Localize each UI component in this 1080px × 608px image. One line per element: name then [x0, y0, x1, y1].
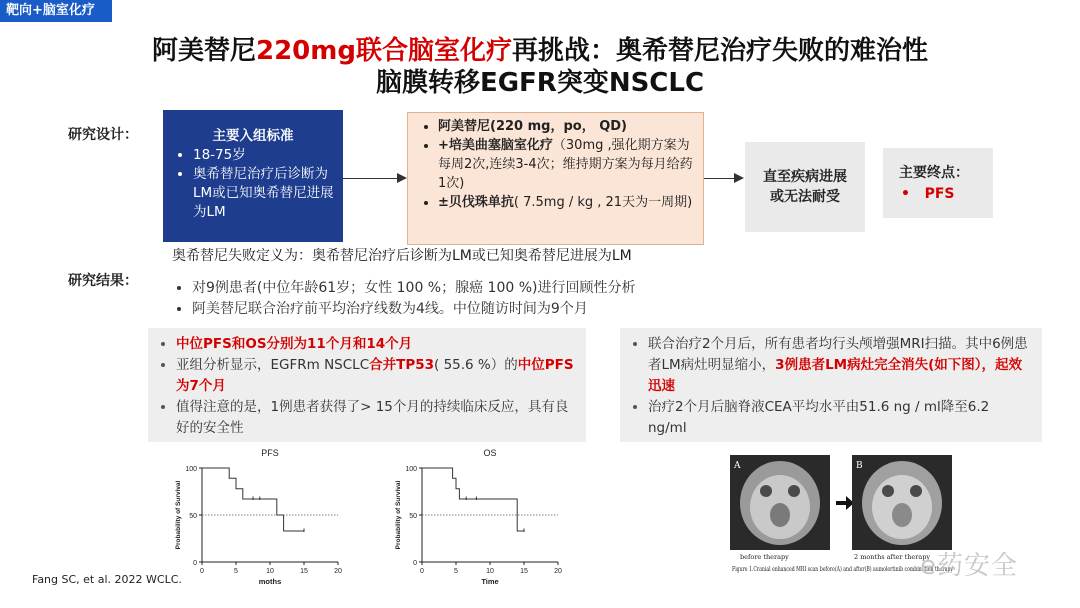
title-part1: 阿美替尼 — [151, 36, 256, 66]
results-list — [172, 278, 636, 320]
mri-before-brainstem — [770, 503, 790, 527]
pfs-x-tick-label: 5 — [234, 568, 238, 575]
pfs-y-tick-label: 100 — [185, 466, 197, 473]
mri-before-orbit-left — [760, 485, 772, 497]
result-item: • 对9例患者(中位年龄61岁；女性 100 %；腺癌 100 %)进行回顾性分析 — [192, 278, 636, 299]
panel-item: • 中位PFS和OS分别为11个月和14个月 — [176, 334, 576, 355]
mri-caption-after: 2 months after therapy — [854, 553, 931, 561]
pfs-chart-title: PFS — [261, 448, 279, 458]
os-x-label: Time — [481, 577, 499, 586]
pfs-km-chart — [160, 444, 360, 584]
mri-figure-caption: Figure 1.Cranial enhanced MRI scan before(A) and after(B) aumolertinib combination therapy — [732, 566, 954, 573]
pfs-x-label: moths — [258, 577, 282, 584]
panel-item: • 联合治疗2个月后，所有患者均行头颅增强MRI扫描。其中6例患者LM病灶明显缩小，3例患者LM病灶完全消失(如下图），起效迅速 — [648, 334, 1032, 397]
treatment-item: • ±贝伐珠单抗( 7.5mg / kg , 21天为一周期) — [438, 193, 695, 212]
pfs-os-panel — [148, 328, 586, 442]
panel-item: • 值得注意的是，1例患者获得了> 15个月的持续临床反应，具有良好的安全性 — [176, 397, 576, 439]
pfs-y-tick-label: 0 — [193, 560, 197, 567]
title-part2: 再挑战：奥希替尼治疗失败的难治性 — [511, 36, 928, 66]
mri-after-orbit-left — [882, 485, 894, 497]
os-x-tick-label: 0 — [420, 568, 424, 575]
pfs-y-label: Probability of Survival — [175, 480, 182, 550]
page-title-line1 — [0, 34, 1080, 68]
footnote: Fang SC, et al. 2022 WCLC. — [32, 573, 182, 586]
pfs-y-tick-label: 50 — [189, 513, 197, 520]
os-survival-curve — [422, 468, 524, 531]
pfs-x-tick-label: 0 — [200, 568, 204, 575]
os-x-tick-label: 20 — [554, 568, 562, 575]
mri-arrow — [836, 496, 854, 510]
criteria-title: 主要入组标准 — [212, 128, 294, 144]
endpoint-value: • PFS — [901, 186, 955, 202]
panel-item: • 亚组分析显示，EGFRm NSCLC合并TP53( 55.6 %）的中位PFS为7个月 — [176, 355, 576, 397]
mri-after-orbit-right — [910, 485, 922, 497]
mri-panel — [620, 328, 1042, 442]
endpoint-box — [883, 148, 993, 218]
panel-item: • 治疗2个月后脑脊液CEA平均水平由51.6 ng / ml降至6.2 ng/ml — [648, 397, 1032, 439]
os-y-tick-label: 100 — [405, 466, 417, 473]
pfs-x-tick-label: 20 — [334, 568, 342, 575]
criteria-item: • 18-75岁 — [193, 146, 335, 165]
treatment-item: • 阿美替尼(220 mg，po， QD) — [438, 117, 695, 136]
os-chart-title: OS — [483, 448, 497, 458]
os-x-tick-label: 15 — [520, 568, 528, 575]
mri-caption-before: before therapy — [740, 553, 789, 561]
os-km-chart — [380, 444, 580, 590]
pfs-x-tick-label: 10 — [266, 568, 274, 575]
pfs-x-tick-label: 15 — [300, 568, 308, 575]
mri-label-a: A — [734, 461, 741, 471]
os-y-tick-label: 0 — [413, 560, 417, 567]
mri-label-b: B — [856, 461, 863, 471]
treatment-box — [407, 112, 704, 245]
endpoint-title: 主要终点： — [899, 165, 969, 181]
page-title-line2: 脑膜转移EGFR突变NSCLC — [375, 68, 705, 98]
inclusion-criteria-box — [163, 110, 343, 242]
os-x-tick-label: 5 — [454, 568, 458, 575]
result-item: • 阿美替尼联合治疗前平均治疗线数为4线。中位随访时间为9个月 — [192, 299, 636, 320]
design-label: 研究设计： — [68, 127, 138, 143]
os-y-label: Probability of Survival — [395, 480, 402, 550]
os-y-tick-label: 50 — [409, 513, 417, 520]
arrow-2-head — [734, 173, 744, 183]
arrow-1-head — [397, 173, 407, 183]
until-progression-box: 直至疾病进展或无法耐受 — [745, 142, 865, 232]
os-x-tick-label: 10 — [486, 568, 494, 575]
section-tag: 靶向+脑室化疗 — [0, 0, 112, 22]
arrow-1 — [343, 178, 399, 179]
mri-before-orbit-right — [788, 485, 800, 497]
arrow-2 — [704, 178, 736, 179]
results-label: 研究结果： — [68, 273, 138, 289]
mri-after-brainstem — [892, 503, 912, 527]
criteria-item: • 奥希替尼治疗后诊断为LM或已知奥希替尼进展为LM — [193, 165, 335, 222]
watermark: e药安全 — [920, 551, 1018, 581]
failure-definition: 奥希替尼失败定义为：奥希替尼治疗后诊断为LM或已知奥希替尼进展为LM — [172, 248, 632, 264]
title-dose: 220mg联合脑室化疗 — [256, 36, 512, 66]
treatment-item: • +培美曲塞脑室化疗（30mg ,强化期方案为每周2次,连续3-4次；维持期方案为每月给药1次) — [438, 136, 695, 193]
